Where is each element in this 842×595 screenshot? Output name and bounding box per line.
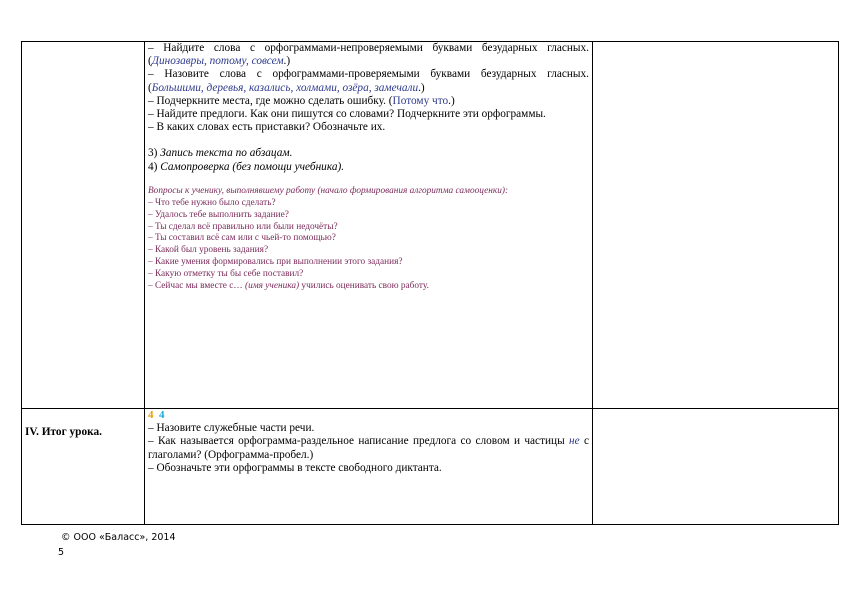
content-cell bbox=[145, 409, 593, 525]
content-cell bbox=[145, 42, 593, 409]
question-item: – Сейчас мы вместе с… (имя ученика) учились оценивать свою работу. bbox=[148, 281, 429, 292]
step-3: 3) Запись текста по абзацам. bbox=[148, 147, 293, 160]
level-marker-cyan: 4 bbox=[159, 409, 165, 421]
level-marker-orange: 4 bbox=[148, 409, 154, 421]
notes-cell bbox=[593, 42, 839, 409]
self-assessment-questions bbox=[148, 186, 589, 293]
task-line: – Как называется орфограмма-раздельное написание предлога со словом и частицы не с глаголами? (Орфограмма-пробел.) bbox=[148, 435, 589, 461]
lesson-table bbox=[21, 41, 839, 525]
task-line: – Найдите предлоги. Как они пишутся со словами? Подчеркните эти орфограммы. bbox=[148, 108, 546, 121]
question-item: – Удалось тебе выполнить задание? bbox=[148, 209, 289, 220]
task-line: – Найдите слова с орфограммами-непроверяемыми буквами безударных гласных. (Динозавры, потому, совсем.) bbox=[148, 42, 589, 68]
copyright-footer: © ООО «Баласс», 2014 bbox=[61, 532, 176, 543]
questions-heading: Вопросы к ученику, выполнявшему работу (начало формирования алгоритма самооценки): bbox=[148, 185, 509, 196]
stage-title: IV. Итог урока. bbox=[22, 409, 145, 525]
table-row bbox=[22, 42, 839, 409]
question-item: – Что тебе нужно было сделать? bbox=[148, 197, 276, 208]
question-item: – Ты составил всё сам или с чьей-то помощью? bbox=[148, 233, 336, 244]
level-markers bbox=[148, 409, 589, 422]
question-item: – Какие умения формировались при выполнении этого задания? bbox=[148, 257, 403, 268]
step-4: 4) Самопроверка (без помощи учебника). bbox=[148, 160, 345, 173]
task-line: – В каких словах есть приставки? Обозначьте их. bbox=[148, 121, 386, 134]
page-number: 5 bbox=[58, 547, 65, 558]
notes-cell bbox=[593, 409, 839, 525]
question-item: – Ты сделал всё правильно или были недочёты? bbox=[148, 221, 338, 232]
task-line: – Подчеркните места, где можно сделать ошибку. (Потому что.) bbox=[148, 94, 455, 107]
task-line: – Обозначьте эти орфограммы в тексте свободного диктанта. bbox=[148, 461, 442, 474]
question-item: – Какую отметку ты бы себе поставил? bbox=[148, 269, 304, 280]
question-item: – Какой был уровень задания? bbox=[148, 245, 269, 256]
stage-cell bbox=[22, 42, 145, 409]
task-line: – Назовите слова с орфограммами-проверяемыми буквами безударных гласных. (Большими, деревья, казались, холмами, озёра, замечали.) bbox=[148, 68, 589, 94]
task-line: – Назовите служебные части речи. bbox=[148, 422, 315, 435]
table-row bbox=[22, 409, 839, 525]
